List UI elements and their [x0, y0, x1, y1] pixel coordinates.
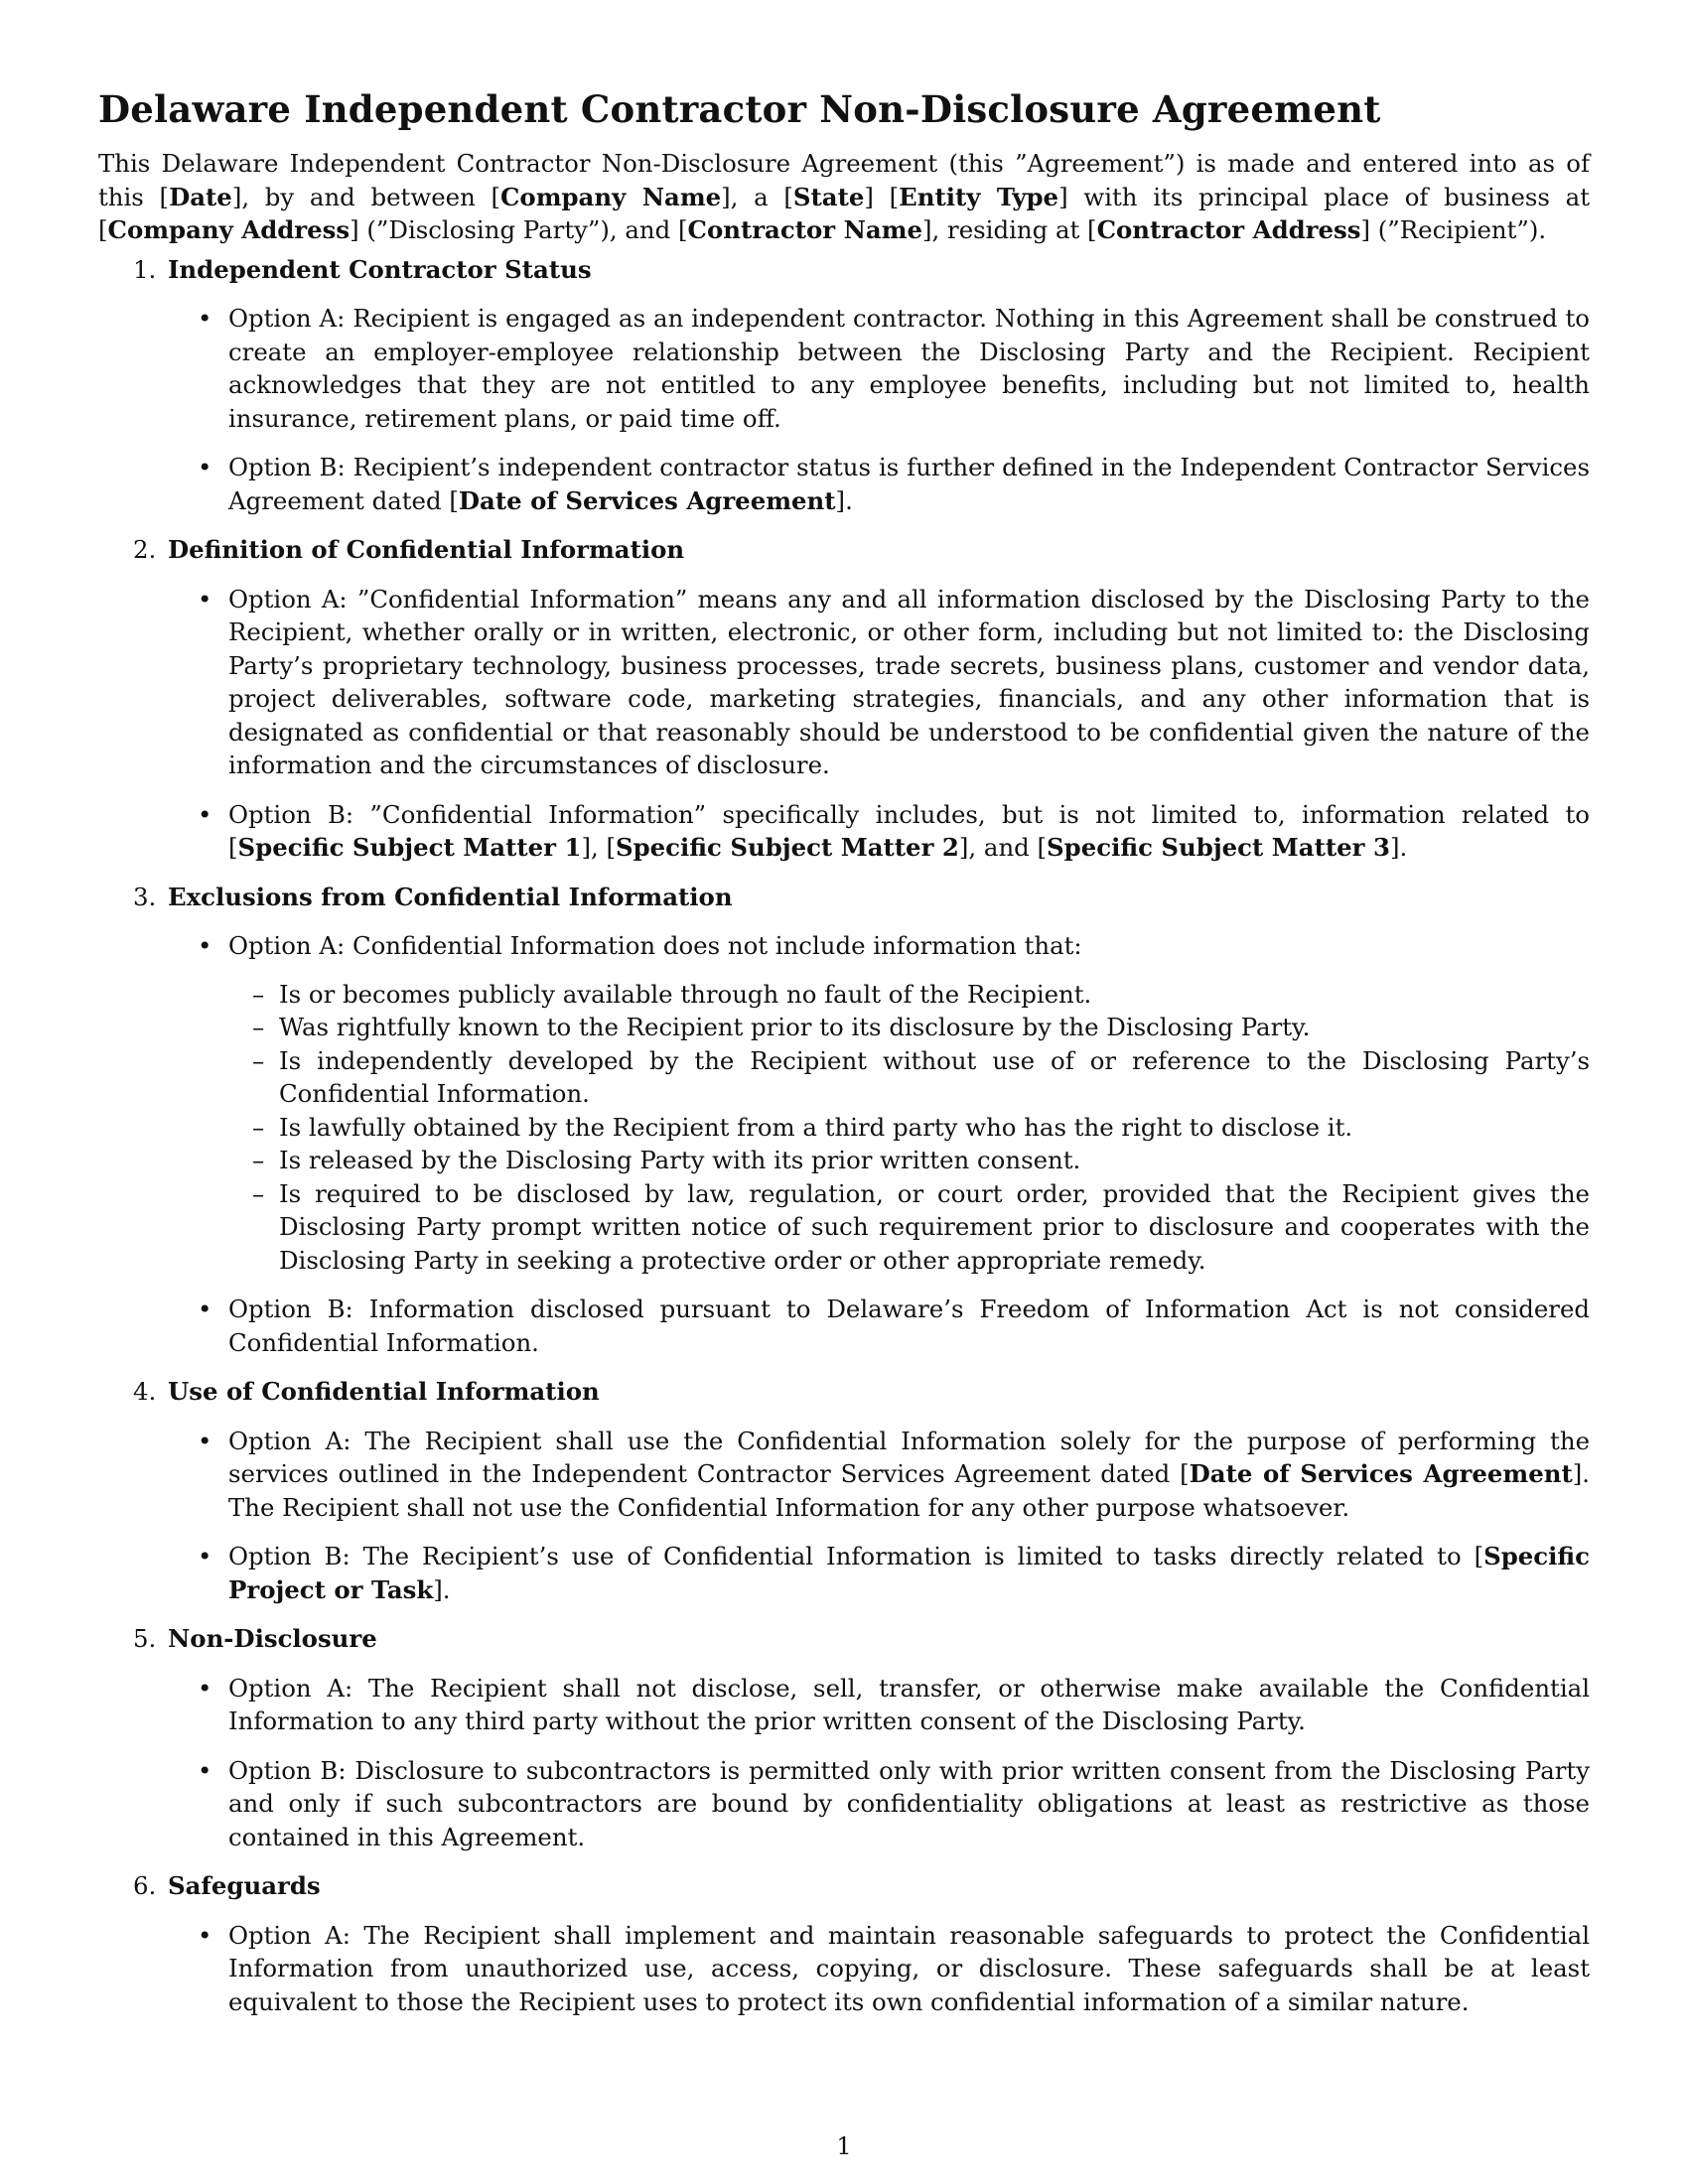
text-run: Option A: The Recipient shall not disclose, sell, transfer, or otherwise make available the Confidential Information to any third party without the prior written consent of the Disclosing Party. — [228, 1673, 1590, 1735]
text-run: Option B: The Recipient’s use of Confidential Information is limited to tasks directly related to [ — [228, 1542, 1484, 1570]
section-title: Exclusions from Confidential Information — [168, 882, 733, 911]
text-run: ], a [ — [721, 182, 793, 211]
option-text — [228, 931, 1082, 960]
placeholder-field: Date — [169, 182, 232, 211]
text-run: ], [ — [581, 833, 616, 862]
option-text — [228, 1295, 1590, 1357]
option-item — [168, 1754, 1590, 1854]
text-run: This Delaware Independent Contractor Non-Disclosure Agreement (this ”Agreement”) is made and entered into as of this — [98, 149, 1590, 211]
placeholder-field: Specific Subject Matter 3 — [1047, 833, 1390, 862]
document-page — [98, 83, 1590, 2034]
section-number: 6. — [133, 1871, 157, 1900]
text-run: Option B: Information disclosed pursuant to Delaware’s Freedom of Information Act is not considered Confidential Information. — [228, 1295, 1590, 1357]
text-run: ], by and between [ — [231, 182, 501, 211]
option-text — [228, 1921, 1590, 2016]
option-item — [168, 302, 1590, 435]
placeholder-field: Contractor Address — [1096, 215, 1361, 244]
option-text — [228, 1542, 1590, 1604]
section-number: 4. — [133, 1377, 157, 1406]
text-run: [ — [159, 182, 170, 211]
section-title: Use of Confidential Information — [168, 1377, 600, 1406]
sub-list-item: – Is or becomes publicly available through no fault of the Recipient. — [228, 978, 1590, 1012]
text-run: Option B: Disclosure to subcontractors is permitted only with prior written consent from the Disclosing Party and only if such subcontractors are bound by confidentiality obligations at least as restrictive as those contained in this Agreement. — [228, 1755, 1590, 1851]
section-title: Independent Contractor Status — [168, 254, 592, 284]
option-item — [168, 1425, 1590, 1525]
option-item — [168, 1293, 1590, 1359]
section-number: 3. — [133, 882, 157, 911]
option-item — [168, 451, 1590, 517]
text-run: Option A: Confidential Information does not include information that: — [228, 931, 1082, 960]
text-run: Option A: ”Confidential Information” means any and all information disclosed by the Disclosing Party to the Recipient, whether orally or in written, electronic, or other form, including but not limited to: the Disclosing Party’s proprietary technology, business processes, trade secrets, business plans, customer and vendor data, project deliverables, software code, marketing strategies, financials, and any other information that is designated as confidential or that reasonably should be understood to be confidential given the nature of the information and the circumstances of disclosure. — [228, 584, 1590, 779]
placeholder-field: Contractor Name — [687, 215, 923, 244]
option-text — [228, 1674, 1590, 1736]
text-run: ] (”Recipient”). — [1360, 215, 1547, 244]
option-item — [168, 1919, 1590, 2019]
section-item — [98, 1869, 1590, 2018]
text-run: ]. — [1389, 833, 1408, 862]
options-list — [168, 1425, 1590, 1607]
section-item — [98, 533, 1590, 865]
section-title: Safeguards — [168, 1871, 321, 1900]
sub-list-item: – Was rightfully known to the Recipient prior to its disclosure by the Disclosing Party. — [228, 1011, 1590, 1044]
section-number: 2. — [133, 535, 157, 564]
placeholder-field: Entity Type — [899, 182, 1059, 211]
section-item — [98, 1375, 1590, 1606]
option-text — [228, 453, 1590, 515]
options-list — [168, 302, 1590, 517]
sub-list — [228, 978, 1590, 1278]
option-item — [168, 929, 1590, 1277]
placeholder-field: Specific Subject Matter 1 — [237, 833, 582, 862]
text-run: ], residing at [ — [922, 215, 1097, 244]
sub-list-item: – Is required to be disclosed by law, regulation, or court order, provided that the Recipient gives the Disclosing Party prompt written notice of such requirement prior to disclosure and cooperates with the Disclosing Party in seeking a protective order or other appropriate remedy. — [228, 1177, 1590, 1278]
placeholder-field: Date of Services Agreement — [1189, 1459, 1573, 1488]
option-item — [168, 583, 1590, 782]
text-run: ]. — [433, 1574, 451, 1604]
text-run: Option B: ”Confidential Information” specifically includes, but is not limited to, information related to [ — [228, 799, 1590, 862]
intro-paragraph — [98, 147, 1590, 247]
document-title: Delaware Independent Contractor Non-Disclosure Agreement — [98, 87, 1381, 131]
text-run: ]. — [835, 485, 853, 515]
text-run: ] with its principal place of business at [ — [98, 182, 1590, 244]
option-text — [228, 585, 1590, 780]
placeholder-field: Company Name — [500, 182, 722, 211]
section-item — [98, 881, 1590, 1360]
placeholder-field: Company Address — [107, 215, 351, 244]
section-title: Non-Disclosure — [168, 1624, 377, 1653]
page-number: 1 — [836, 2132, 852, 2160]
options-list — [168, 929, 1590, 1359]
option-text — [228, 1756, 1590, 1851]
sub-list-item: – Is released by the Disclosing Party with its prior written consent. — [228, 1144, 1590, 1177]
text-run: ] (”Disclosing Party”), and [ — [350, 215, 688, 244]
text-run: Option A: The Recipient shall implement and maintain reasonable safeguards to protect the Confidential Information from unauthorized use, access, copying, or disclosure. These safeguards shall be at least equivalent to those the Recipient uses to protect its own confidential information of a similar nature. — [228, 1920, 1590, 2016]
option-text — [228, 1427, 1590, 1522]
sub-list-item: – Is lawfully obtained by the Recipient from a third party who has the right to disclose it. — [228, 1111, 1590, 1145]
section-number: 1. — [133, 254, 157, 284]
section-title: Definition of Confidential Information — [168, 535, 685, 564]
text-run: Option B: Recipient’s independent contractor status is further defined in the Independent Contractor Services Agreement dated [ — [228, 453, 1590, 515]
option-item — [168, 1672, 1590, 1738]
sections-list — [98, 253, 1590, 2019]
text-run: ]. The Recipient shall not use the Confidential Information for any other purpose whatsoever. — [228, 1459, 1591, 1522]
placeholder-field: Specific Project or Task — [228, 1542, 1590, 1604]
sub-list-item: – Is independently developed by the Recipient without use of or reference to the Disclosing Party’s Confidential Information. — [228, 1044, 1590, 1111]
option-text — [228, 304, 1590, 433]
text-run: ] [ — [864, 182, 900, 211]
text-run: Option A: Recipient is engaged as an independent contractor. Nothing in this Agreement shall be construed to create an employer-employee relationship between the Disclosing Party and the Recipient. Recipient acknowledges that they are not entitled to any employee benefits, including but not limited to, health insurance, retirement plans, or paid time off. — [228, 304, 1590, 433]
section-item — [98, 253, 1590, 518]
option-item — [168, 798, 1590, 865]
options-list — [168, 1919, 1590, 2019]
options-list — [168, 583, 1590, 865]
placeholder-field: State — [792, 182, 865, 211]
options-list — [168, 1672, 1590, 1854]
section-number: 5. — [133, 1624, 157, 1653]
placeholder-field: Date of Services Agreement — [458, 485, 836, 515]
text-run: ], and [ — [958, 833, 1048, 862]
placeholder-field: Specific Subject Matter 2 — [615, 833, 959, 862]
option-text — [228, 800, 1590, 863]
section-item — [98, 1622, 1590, 1853]
option-item — [168, 1540, 1590, 1606]
text-run: Option A: The Recipient shall use the Confidential Information solely for the purpose of performing the services outlined in the Independent Contractor Services Agreement dated [ — [228, 1426, 1590, 1488]
